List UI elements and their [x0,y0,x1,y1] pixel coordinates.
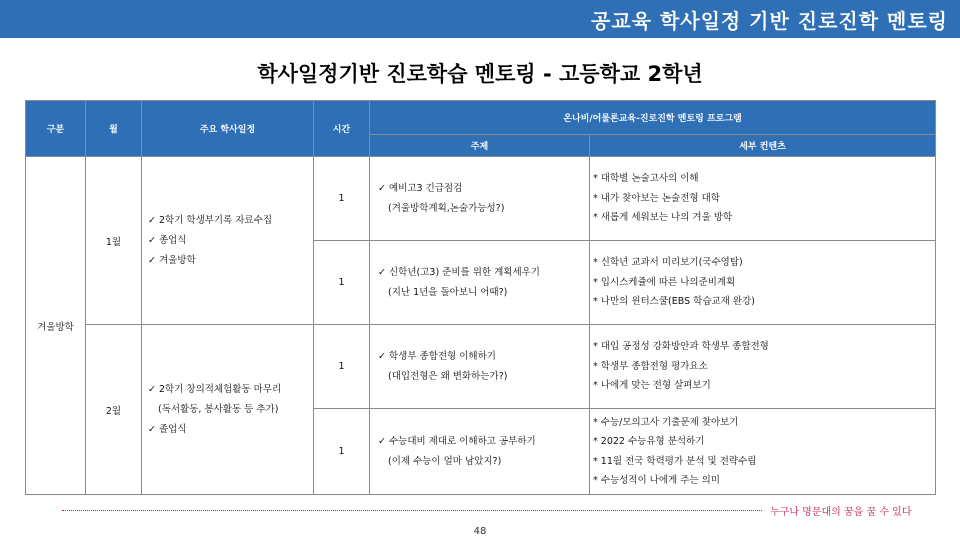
topic-title: ✓ 신학년(고3) 준비를 위한 계획세우기 [378,266,540,278]
header-month: 월 [86,101,142,157]
event-item: ✓ 졸업식 [148,423,187,435]
month-cell: 1월 [86,157,142,325]
detail-item: * 입시스케쥴에 따른 나의준비계획 [593,276,736,288]
topic-title: ✓ 수능대비 제대로 이해하고 공부하기 [378,435,536,447]
details-cell [590,241,936,325]
details-cell [590,409,936,495]
event-item: ✓ 2학기 학생부기록 자료수집 [148,214,273,226]
table-row [26,325,936,409]
time-cell: 1 [314,409,370,495]
details-cell [590,157,936,241]
detail-item: * 11월 전국 학력평가 분석 및 전략수립 [593,455,757,467]
detail-item: * 신학년 교과서 미리보기(국수영탐) [593,257,743,269]
detail-item: * 수능성적이 나에게 주는 의미 [593,475,720,486]
mentoring-schedule-table [25,100,936,495]
detail-item: * 나에게 맞는 전형 살펴보기 [593,380,711,392]
topic-cell [370,325,590,409]
details-cell [590,325,936,409]
time-cell: 1 [314,241,370,325]
page-number: 48 [473,526,487,537]
footer-slogan: 누구나 명문대의 꿈을 꿀 수 있다 [770,507,912,518]
detail-item: * 대학별 논술고사의 이해 [593,173,699,185]
events-cell [142,157,314,325]
header-category: 구분 [26,101,86,157]
event-item: (독서활동, 봉사활동 등 추가) [158,403,279,415]
topic-subtitle: (이제 수능이 얼마 남았지?) [388,455,502,467]
header-details: 세부 컨텐츠 [590,135,936,157]
time-cell: 1 [314,157,370,241]
time-cell: 1 [314,325,370,409]
detail-item: * 수능/모의고사 기출문제 찾아보기 [593,416,739,428]
topic-subtitle: (지난 1년을 돌아보니 어때?) [388,286,508,298]
topic-title: ✓ 예비고3 긴급점검 [378,182,463,194]
header-program: 온나비/어룰론교육-진로진학 멘토링 프로그램 [370,101,936,135]
footer-divider [62,510,762,511]
table-row [26,157,936,241]
event-item: ✓ 겨울방학 [148,254,196,266]
detail-item: * 내가 찾아보는 논술전형 대학 [593,192,720,204]
topic-subtitle: (대입전형은 왜 변화하는가?) [388,370,508,382]
topic-cell [370,241,590,325]
month-cell: 2월 [86,325,142,495]
detail-item: * 새롭게 세워보는 나의 겨울 방학 [593,212,733,224]
page-title: 학사일정기반 진로학습 멘토링 - 고등학교 2학년 [257,62,703,86]
topic-subtitle: (겨울방학계획,논술가능성?) [388,202,505,214]
topic-cell [370,157,590,241]
header-topic: 주제 [370,135,590,157]
topic-title: ✓ 학생부 종합전형 이해하기 [378,350,496,362]
header-time: 시간 [314,101,370,157]
topic-cell [370,409,590,495]
detail-item: * 2022 수능유형 분석하기 [593,436,705,447]
detail-item: * 학생부 종합전형 평가요소 [593,360,708,372]
events-cell [142,325,314,495]
header-title: 공교육 학사일정 기반 진로진학 멘토링 [591,9,948,33]
header-main-schedule: 주요 학사일정 [142,101,314,157]
detail-item: * 대입 공정성 강화방안과 학생부 종합전형 [593,341,769,353]
event-item: ✓ 2학기 창의적체험활동 마무리 [148,383,282,395]
header-bar [0,0,960,38]
detail-item: * 나만의 윈터스쿨(EBS 학습교재 완강) [593,296,755,308]
category-cell: 겨울방학 [26,157,86,495]
event-item: ✓ 종업식 [148,234,187,246]
